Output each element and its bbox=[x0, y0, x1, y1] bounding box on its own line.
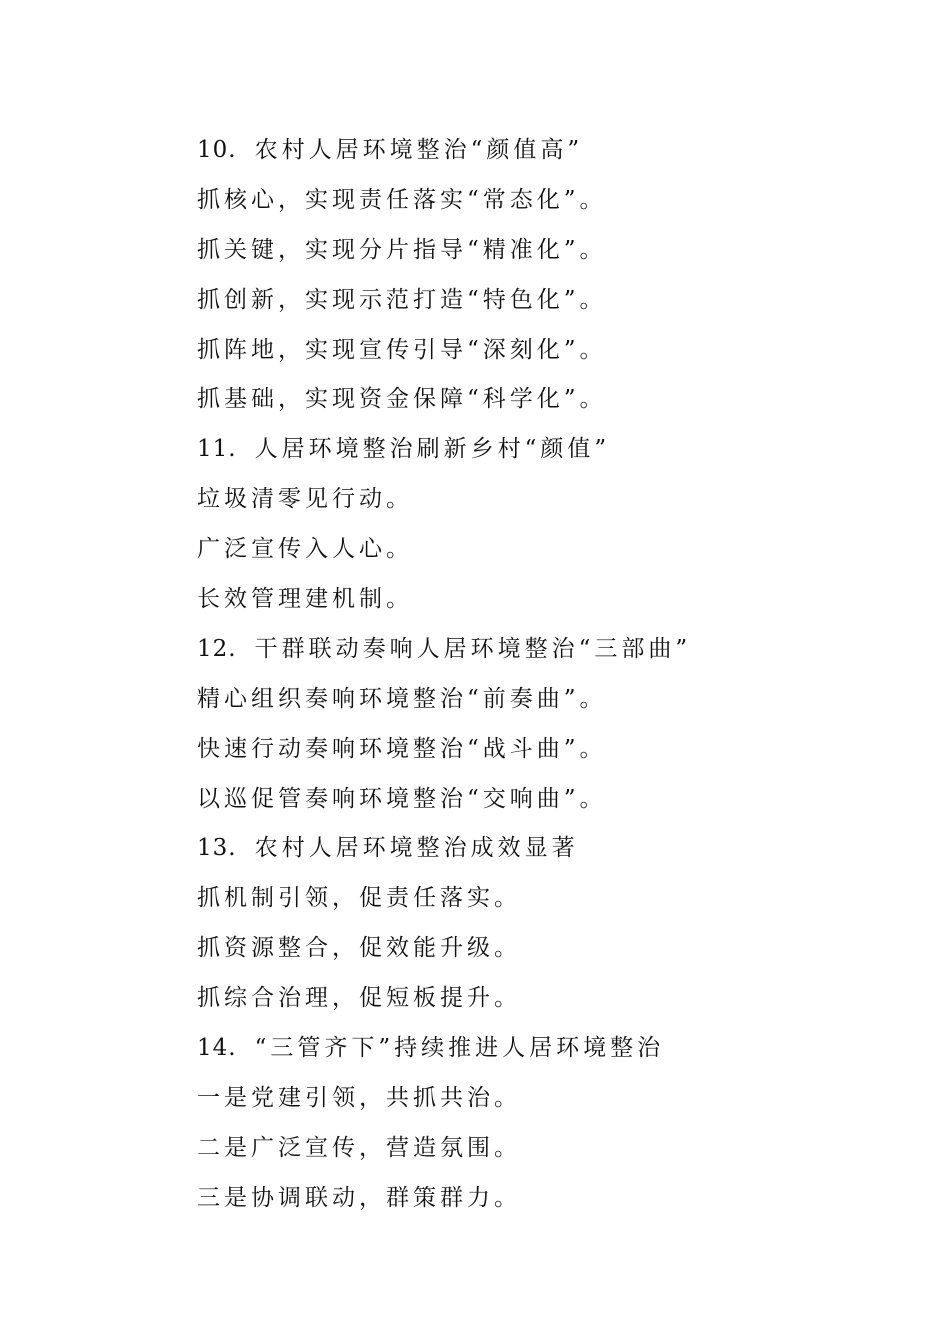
section-title: 农村人居环境整治成效显著 bbox=[254, 835, 579, 862]
list-item: 抓综合治理，促短板提升。 bbox=[197, 985, 521, 1012]
list-item: 精心组织奏响环境整治“前奏曲”。 bbox=[197, 685, 607, 712]
list-item: 抓资源整合，促效能升级。 bbox=[197, 935, 521, 962]
list-item: 三是协调联动，群策群力。 bbox=[197, 1184, 521, 1211]
section-heading bbox=[197, 1024, 897, 1074]
list-item: 抓关键，实现分片指导“精准化”。 bbox=[197, 236, 607, 263]
list-item: 以巡促管奏响环境整治“交响曲”。 bbox=[197, 785, 607, 812]
list-item: 抓核心，实现责任落实“常态化”。 bbox=[197, 186, 607, 213]
section-heading bbox=[197, 625, 897, 675]
section-number: 11. bbox=[197, 436, 237, 463]
section-title: “三管齐下”持续推进人居环境整治 bbox=[254, 1035, 665, 1062]
section-number: 12. bbox=[197, 635, 237, 662]
section-heading bbox=[197, 824, 897, 874]
list-item: 快速行动奏响环境整治“战斗曲”。 bbox=[197, 735, 607, 762]
list-item: 抓基础，实现资金保障“科学化”。 bbox=[197, 386, 607, 413]
list-item: 垃圾清零见行动。 bbox=[197, 486, 413, 513]
section-heading bbox=[197, 126, 897, 176]
section-number: 14. bbox=[197, 1035, 237, 1062]
list-item: 抓创新，实现示范打造“特色化”。 bbox=[197, 286, 607, 313]
section-number: 10. bbox=[197, 137, 237, 163]
document-body bbox=[197, 126, 897, 1224]
list-item: 长效管理建机制。 bbox=[197, 586, 413, 613]
list-item: 广泛宣传入人心。 bbox=[197, 536, 413, 563]
section-heading bbox=[197, 425, 897, 475]
section-title: 人居环境整治刷新乡村“颜值” bbox=[254, 436, 611, 463]
list-item: 二是广泛宣传，营造氛围。 bbox=[197, 1134, 521, 1161]
list-item: 抓机制引领，促责任落实。 bbox=[197, 885, 521, 912]
section-number: 13. bbox=[197, 835, 237, 862]
section-title: 干群联动奏响人居环境整治“三部曲” bbox=[254, 635, 692, 662]
list-item: 一是党建引领，共抓共治。 bbox=[197, 1084, 521, 1111]
section-title: 农村人居环境整治“颜值高” bbox=[254, 137, 584, 163]
list-item: 抓阵地，实现宣传引导“深刻化”。 bbox=[197, 336, 607, 363]
